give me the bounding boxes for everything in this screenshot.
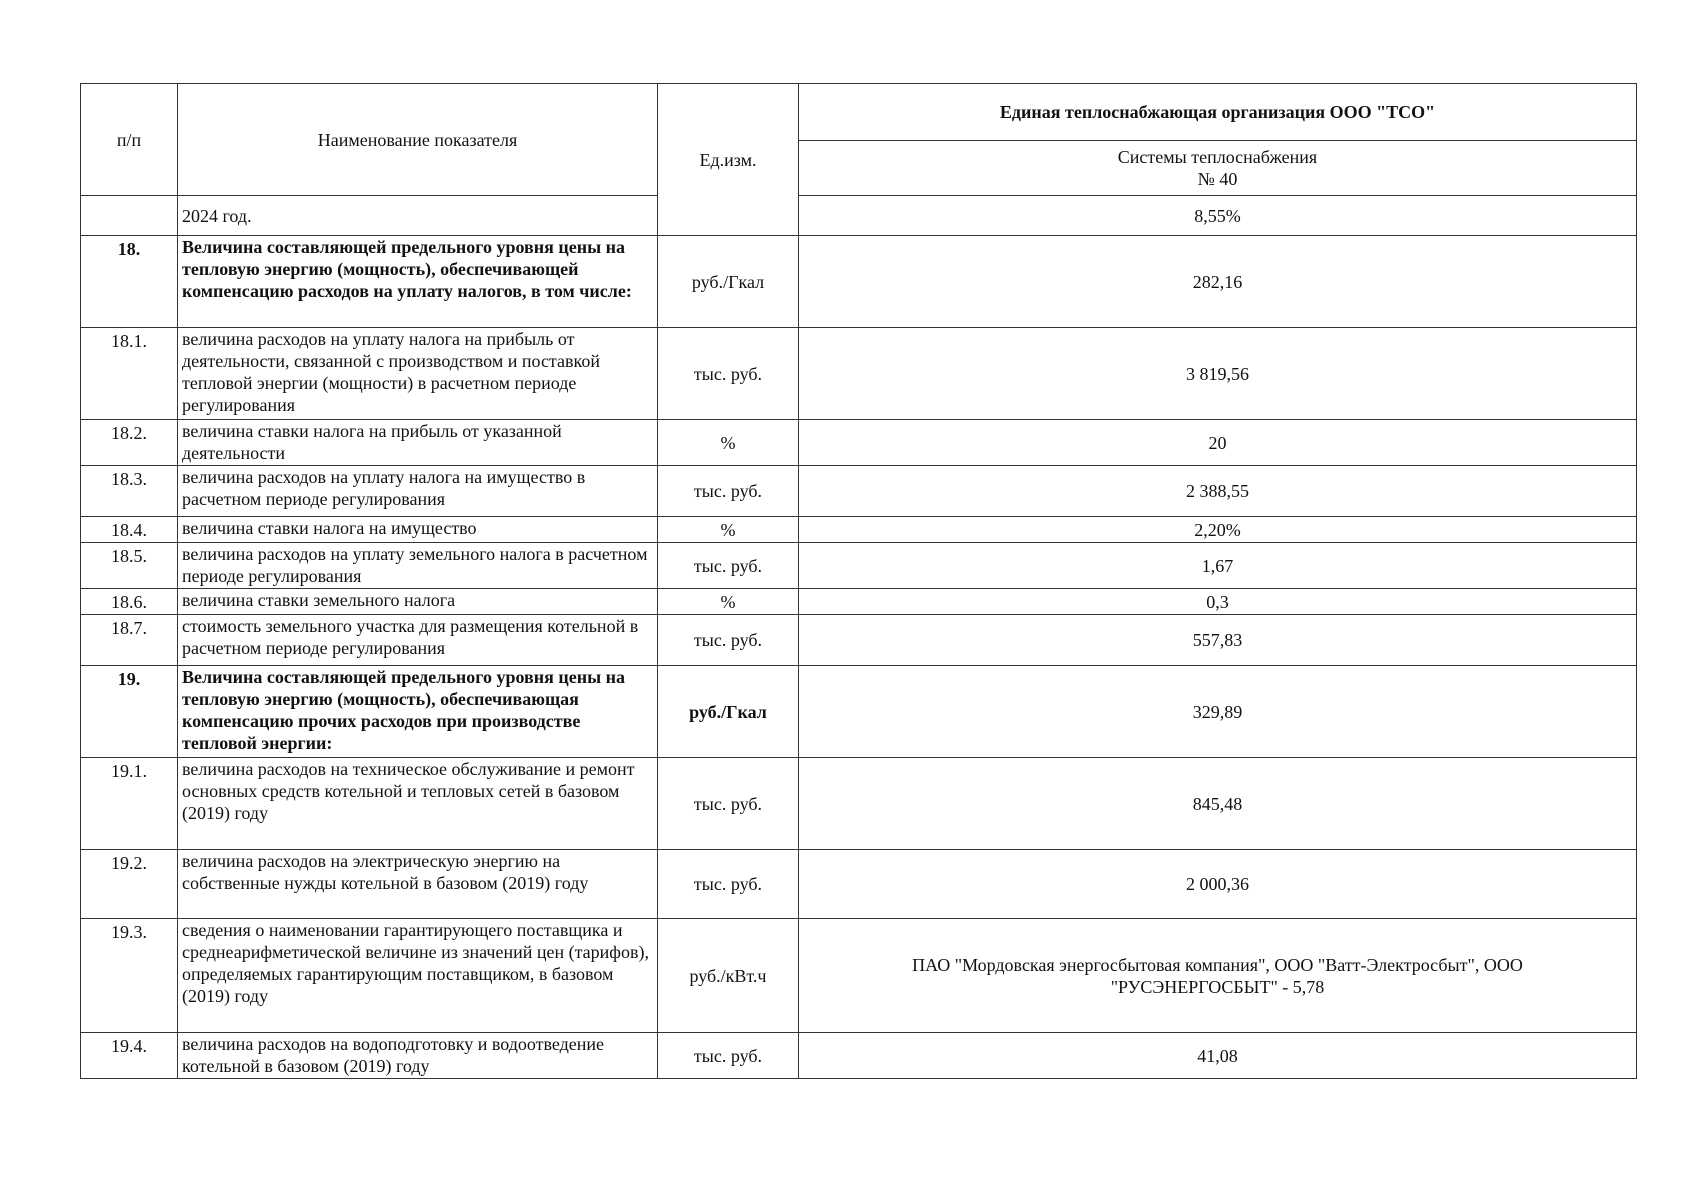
row-num: 18.2. [81, 420, 178, 466]
row-value: 3 819,56 [799, 328, 1637, 420]
row-value: 557,83 [799, 615, 1637, 666]
row-value: 2,20% [799, 517, 1637, 543]
row-name: величина расходов на техническое обслуживание и ремонт основных средств котельной и тепловых сетей в базовом (2019) году [178, 758, 658, 850]
row-value: 41,08 [799, 1033, 1637, 1079]
row-num: 19.4. [81, 1033, 178, 1079]
table-row [81, 919, 1637, 1033]
row-num: 18.3. [81, 466, 178, 517]
row-num [81, 196, 178, 236]
row-unit: тыс. руб. [658, 1033, 799, 1079]
table-row [81, 420, 1637, 466]
row-name: величина ставки земельного налога [178, 589, 658, 615]
row-value: 1,67 [799, 543, 1637, 589]
row-unit: тыс. руб. [658, 328, 799, 420]
header-org: Единая теплоснабжающая организация ООО "ТСО" [799, 84, 1637, 141]
row-value: 2 000,36 [799, 850, 1637, 919]
row-value: ПАО "Мордовская энергосбытовая компания", ООО "Ватт-Электросбыт", ООО "РУСЭНЕРГОСБЫТ" - 5,78 [799, 919, 1637, 1033]
header-name: Наименование показателя [178, 84, 658, 196]
row-name: величина ставки налога на прибыль от указанной деятельности [178, 420, 658, 466]
table-row [81, 758, 1637, 850]
row-num: 18.5. [81, 543, 178, 589]
row-name: сведения о наименовании гарантирующего поставщика и среднеарифметической величине из значений цен (тарифов), определяемых гарантирующим поставщиком, в базовом (2019) году [178, 919, 658, 1033]
row-name: 2024 год. [178, 196, 658, 236]
row-unit: тыс. руб. [658, 466, 799, 517]
row-num: 19.2. [81, 850, 178, 919]
document-page [80, 83, 1637, 1079]
row-name: величина расходов на уплату земельного налога в расчетном периоде регулирования [178, 543, 658, 589]
row-num: 19. [81, 666, 178, 758]
row-name: величина расходов на уплату налога на прибыль от деятельности, связанной с производством и поставкой тепловой энергии (мощности) в расчетном периоде регулирования [178, 328, 658, 420]
row-value: 282,16 [799, 236, 1637, 328]
table-row [81, 1033, 1637, 1079]
table-row [81, 543, 1637, 589]
table-row [81, 466, 1637, 517]
table-row [81, 850, 1637, 919]
row-name: Величина составляющей предельного уровня цены на тепловую энергию (мощность), обеспечивающая компенсацию прочих расходов при производстве тепловой энергии: [178, 666, 658, 758]
row-unit: тыс. руб. [658, 850, 799, 919]
row-value: 20 [799, 420, 1637, 466]
row-value: 0,3 [799, 589, 1637, 615]
header-system [799, 141, 1637, 196]
row-num: 19.1. [81, 758, 178, 850]
row-name: величина ставки налога на имущество [178, 517, 658, 543]
header-unit: Ед.изм. [658, 84, 799, 236]
row-unit: руб./кВт.ч [658, 919, 799, 1033]
row-name: стоимость земельного участка для размещения котельной в расчетном периоде регулирования [178, 615, 658, 666]
row-unit: % [658, 517, 799, 543]
row-num: 19.3. [81, 919, 178, 1033]
row-unit: тыс. руб. [658, 615, 799, 666]
row-unit: руб./Гкал [658, 666, 799, 758]
row-num: 18.4. [81, 517, 178, 543]
row-value: 845,48 [799, 758, 1637, 850]
row-num: 18.1. [81, 328, 178, 420]
row-num: 18. [81, 236, 178, 328]
row-num: 18.7. [81, 615, 178, 666]
row-unit: руб./Гкал [658, 236, 799, 328]
header-system-line2: № 40 [1197, 169, 1238, 189]
row-unit: % [658, 589, 799, 615]
row-unit: тыс. руб. [658, 543, 799, 589]
row-name: величина расходов на уплату налога на имущество в расчетном периоде регулирования [178, 466, 658, 517]
header-num: п/п [81, 84, 178, 196]
table-row [81, 615, 1637, 666]
row-unit: % [658, 420, 799, 466]
row-value: 329,89 [799, 666, 1637, 758]
table-row [81, 666, 1637, 758]
row-name: величина расходов на электрическую энергию на собственные нужды котельной в базовом (2019) году [178, 850, 658, 919]
row-value: 8,55% [799, 196, 1637, 236]
table-row [81, 236, 1637, 328]
row-unit: тыс. руб. [658, 758, 799, 850]
row-num: 18.6. [81, 589, 178, 615]
table-row [81, 589, 1637, 615]
table-row [81, 328, 1637, 420]
row-name: Величина составляющей предельного уровня цены на тепловую энергию (мощность), обеспечивающей компенсацию расходов на уплату налогов, в том числе: [178, 236, 658, 328]
header-system-line1: Системы теплоснабжения [1117, 147, 1318, 167]
row-name: величина расходов на водоподготовку и водоотведение котельной в базовом (2019) году [178, 1033, 658, 1079]
row-value: 2 388,55 [799, 466, 1637, 517]
tariff-table [80, 83, 1637, 1079]
table-row [81, 517, 1637, 543]
table-row [81, 196, 1637, 236]
